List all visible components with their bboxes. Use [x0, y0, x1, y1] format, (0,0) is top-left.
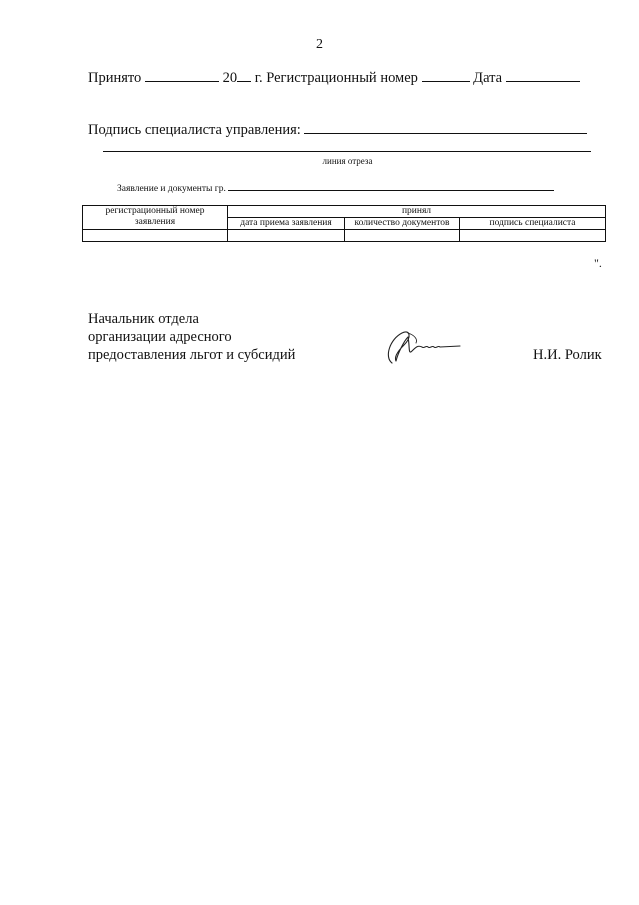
header-accepted: принял [228, 206, 606, 218]
date-label: Дата [473, 70, 503, 86]
handwritten-signature [378, 327, 464, 367]
table-row [83, 230, 606, 242]
reg-number-label: Регистрационный номер [266, 70, 418, 86]
specialist-signature-line [88, 120, 587, 139]
accepted-label: Принято [88, 70, 142, 86]
header-signature: подпись специалиста [460, 218, 606, 230]
year-prefix: 20 [222, 70, 238, 86]
header-count: количество документов [345, 218, 460, 230]
acceptance-line [88, 68, 580, 87]
cut-line-caption: линия отреза [322, 156, 373, 166]
header-date: дата приема заявления [228, 218, 345, 230]
cell-reg-number [83, 230, 228, 242]
signoff-title-line-1: Начальник отдела [88, 311, 199, 327]
header-reg-number: регистрационный номер заявления [83, 206, 228, 230]
closing-quote: ". [594, 256, 602, 270]
applicant-line [117, 180, 554, 195]
applicant-label: Заявление и документы гр. [117, 184, 226, 194]
cell-date [228, 230, 345, 242]
cell-count [345, 230, 460, 242]
year-suffix: г. [251, 70, 263, 86]
date-blank [506, 68, 580, 82]
reg-number-blank [422, 68, 470, 82]
applicant-blank [228, 180, 554, 191]
year-blank [237, 68, 251, 82]
page-number: 2 [316, 37, 323, 52]
signoff-title-line-3: предоставления льгот и субсидий [88, 347, 296, 363]
receipt-table [82, 205, 606, 242]
accepted-blank [145, 68, 219, 82]
signoff-title [88, 310, 295, 364]
specialist-signature-label: Подпись специалиста управления: [88, 122, 301, 138]
specialist-signature-blank [304, 120, 587, 134]
signoff-name: Н.И. Ролик [533, 347, 602, 363]
cell-signature [460, 230, 606, 242]
cut-line [103, 151, 591, 152]
signoff-title-line-2: организации адресного [88, 329, 232, 345]
